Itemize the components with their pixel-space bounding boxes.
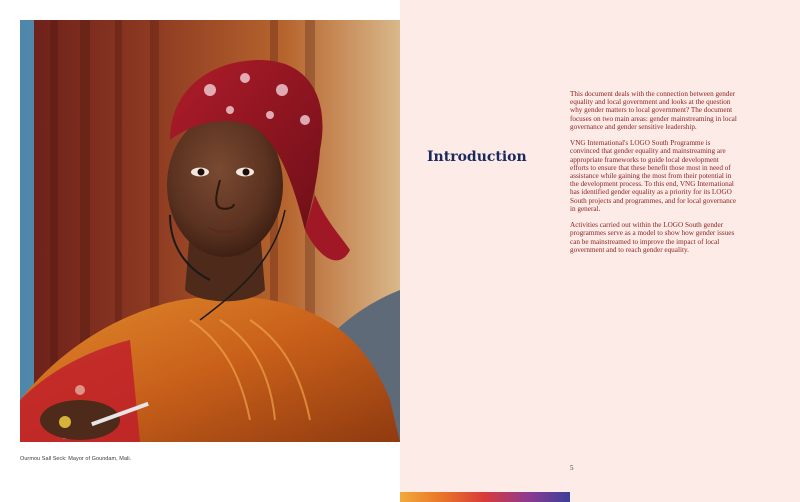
intro-body <box>570 90 738 262</box>
intro-paragraph: This document deals with the connection between gender equality and local government and looks at the question why gender matters to local government? The document focuses on two main areas: gender mainstreaming in local governance and gender sensitive leadership. <box>570 90 737 131</box>
intro-paragraph: Activities carried out within the LOGO South gender programmes serve as a model to show how gender issues can be mainstreamed to improve the impact of local government and to reach gender equality. <box>570 221 735 254</box>
decorative-color-band <box>400 492 570 502</box>
portrait-photo <box>20 20 400 442</box>
photo-caption: Ourmou Sall Seck: Mayor of Goundam, Mali. <box>20 456 132 462</box>
page-number: 5 <box>570 464 574 472</box>
intro-paragraph: VNG International's LOGO South Programme is convinced that gender equality and mainstreaming are appropriate frameworks to guide local development efforts to ensure that these benefit those most in need of assistance while gaining the most from their potential in the development process. To this end, VNG International has identified gender equality as a priority for its LOGO South projects and programmes, and for local governance in general. <box>570 139 737 213</box>
section-heading: Introduction <box>427 149 527 165</box>
